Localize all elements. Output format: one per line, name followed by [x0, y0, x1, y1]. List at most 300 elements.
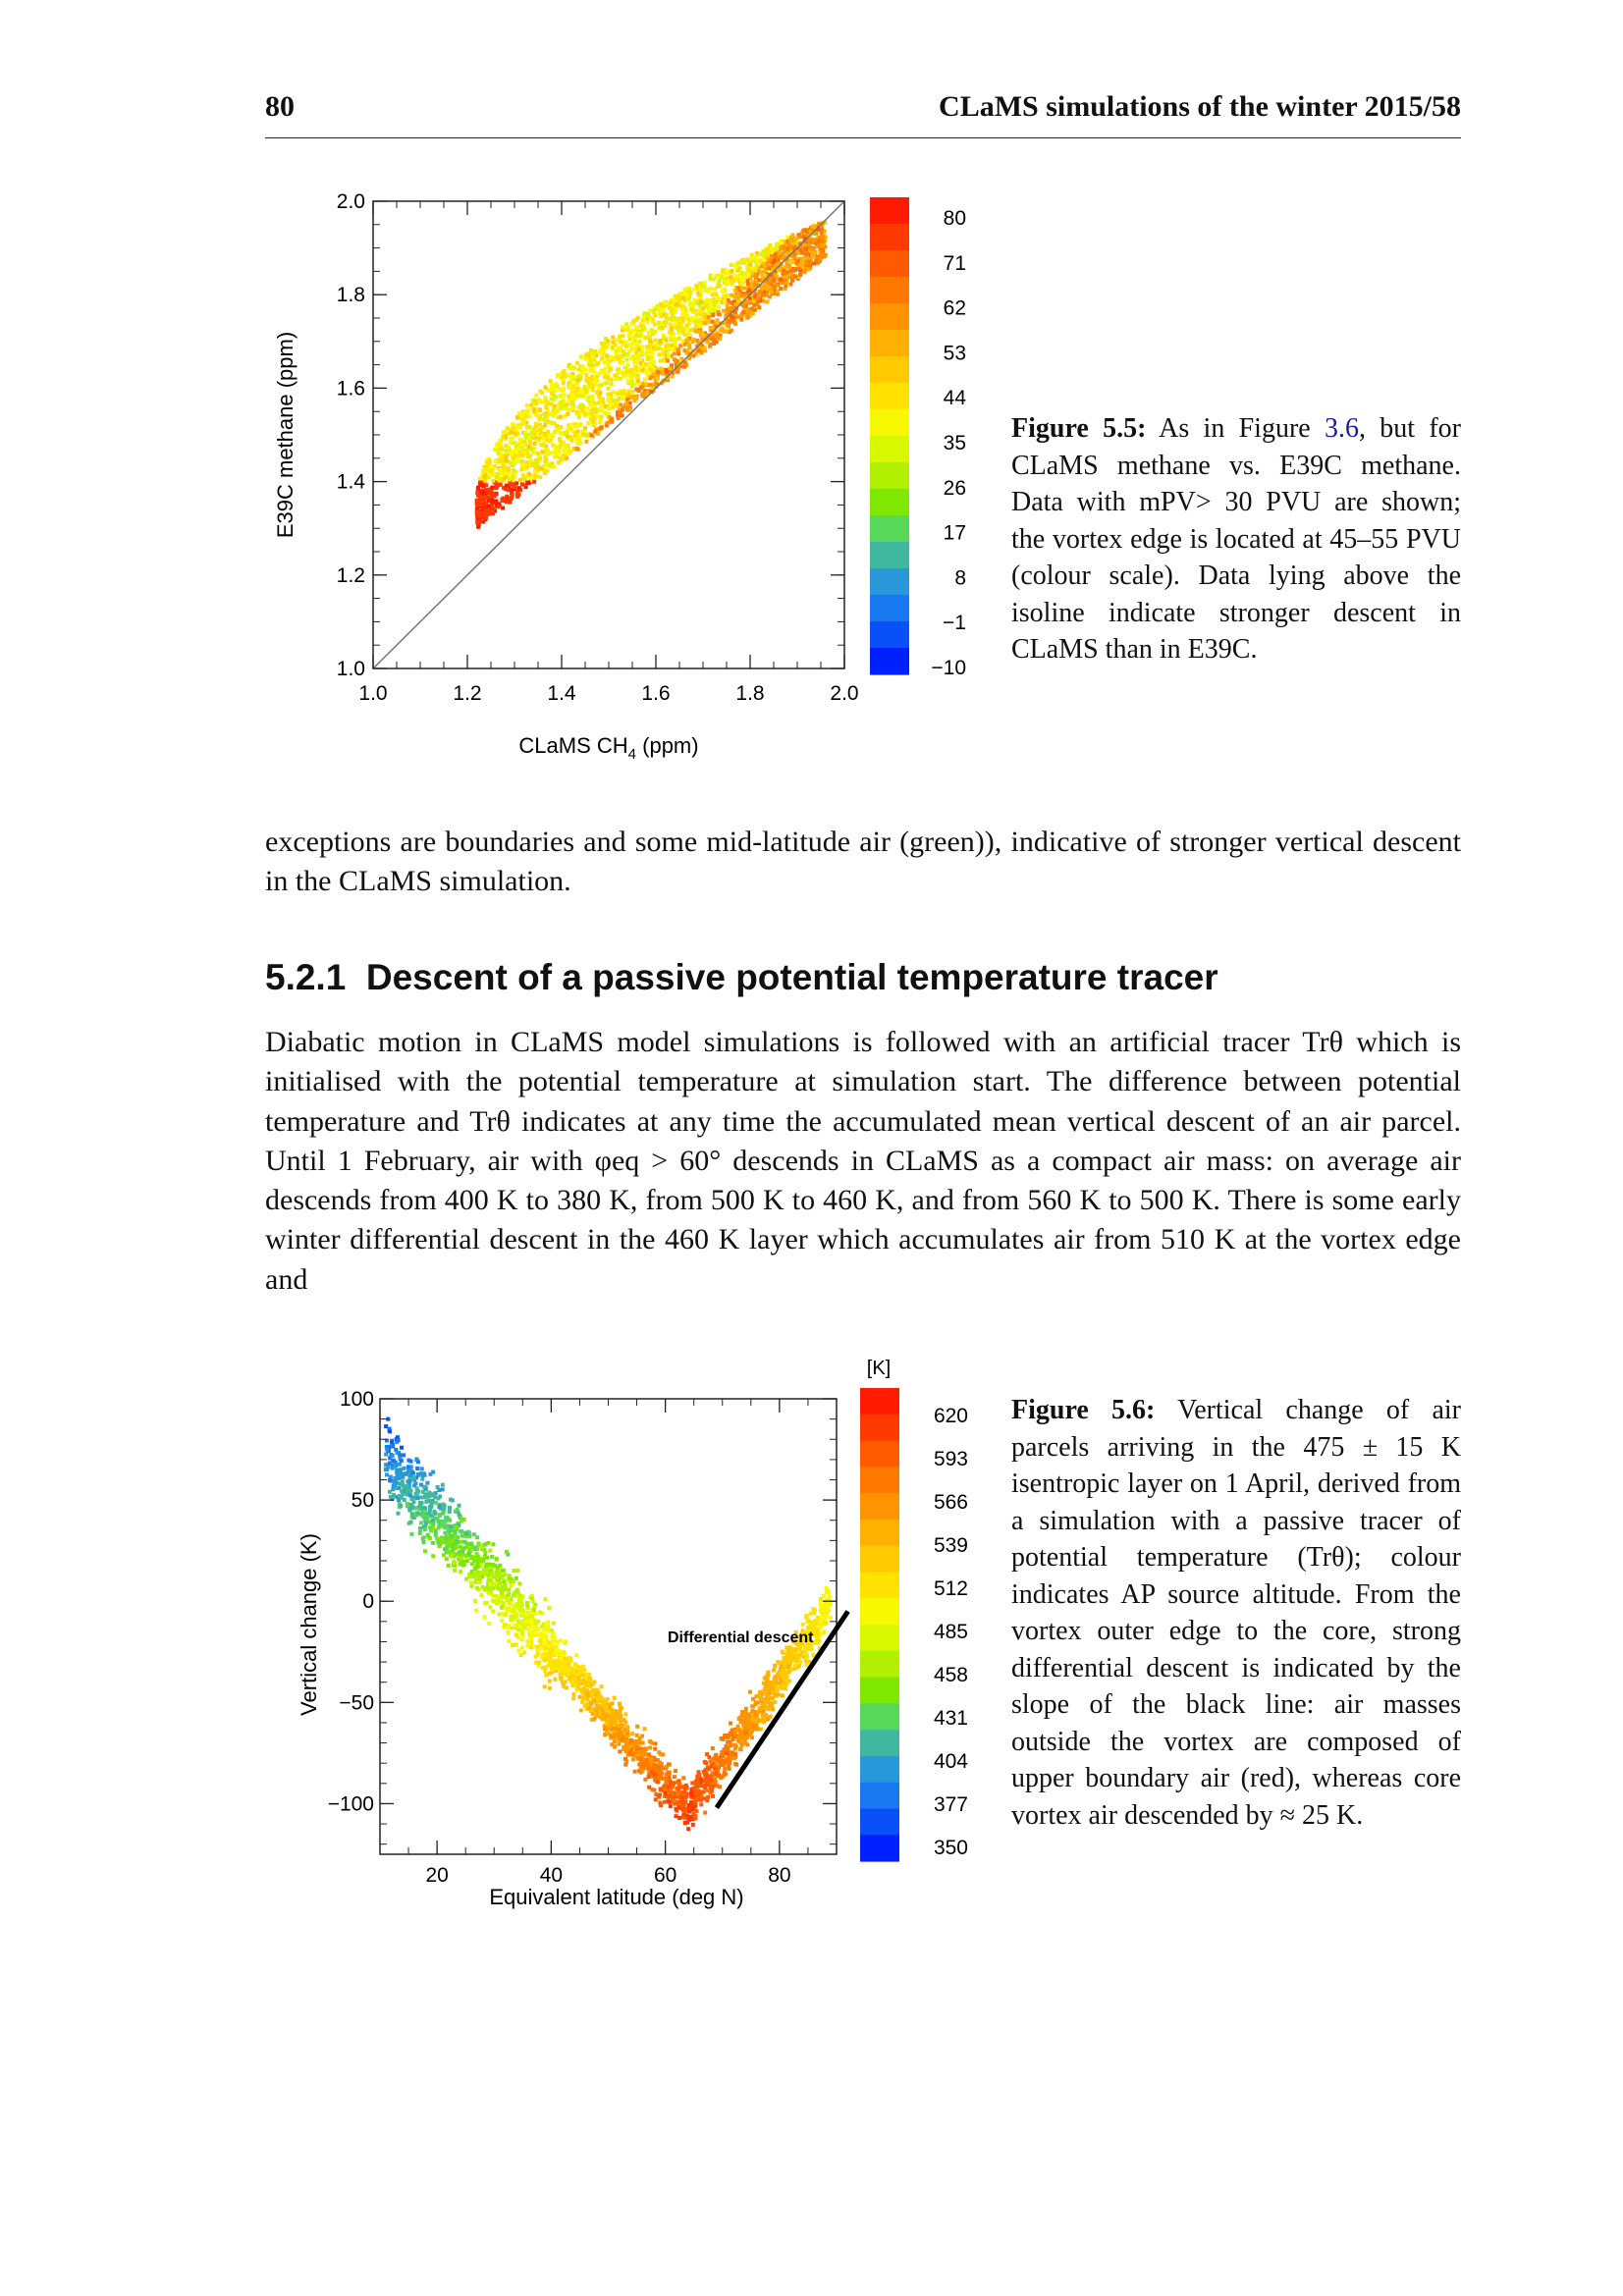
data-point [614, 1716, 618, 1720]
data-point [613, 373, 617, 377]
data-point [699, 1784, 703, 1788]
data-point [590, 366, 594, 370]
data-point [733, 1747, 737, 1751]
data-point [631, 342, 635, 346]
data-point [552, 411, 556, 415]
data-point [518, 1621, 522, 1625]
data-point [725, 329, 729, 333]
data-point [669, 347, 673, 351]
figure-5-6-chart [265, 1345, 992, 1924]
data-point [488, 1549, 492, 1553]
data-point [641, 325, 645, 329]
data-point [689, 1791, 693, 1795]
data-point [689, 328, 693, 332]
data-point [768, 250, 772, 254]
colorbar-tick-label: 26 [943, 476, 966, 500]
data-point [481, 520, 485, 524]
data-point [709, 1759, 713, 1763]
data-point [576, 430, 580, 434]
data-point [560, 400, 564, 404]
data-point [502, 1601, 506, 1605]
data-point [438, 1524, 442, 1528]
data-point [796, 259, 800, 263]
data-point [712, 333, 716, 337]
data-point [779, 1672, 783, 1676]
data-point [498, 439, 502, 443]
data-point [749, 285, 753, 289]
data-point [628, 337, 632, 341]
data-point [796, 267, 800, 271]
data-point [697, 324, 701, 328]
data-point [548, 412, 552, 416]
data-point [688, 300, 692, 304]
data-point [445, 1546, 449, 1550]
data-point [733, 273, 737, 277]
data-point [519, 1653, 523, 1657]
data-point [699, 1802, 703, 1806]
data-point [665, 313, 669, 317]
data-point [552, 1622, 556, 1626]
data-point [761, 294, 765, 297]
data-point [819, 1626, 823, 1629]
data-point [505, 458, 509, 462]
data-point [574, 387, 578, 391]
data-point [570, 405, 574, 409]
data-point [561, 1673, 565, 1677]
data-point [772, 1668, 776, 1672]
data-point [555, 382, 559, 386]
data-point [625, 1725, 629, 1729]
data-point [643, 1778, 647, 1782]
data-point [568, 1657, 572, 1661]
data-point [699, 300, 703, 304]
data-point [622, 349, 625, 353]
data-point [628, 1751, 632, 1755]
data-point [509, 497, 513, 501]
data-point [734, 1763, 738, 1767]
data-point [768, 286, 772, 290]
data-point [693, 287, 697, 291]
data-point [516, 425, 520, 429]
caption-text: As in Figure [1159, 413, 1311, 444]
data-point [819, 1608, 823, 1612]
data-point [555, 424, 559, 428]
data-point [720, 1750, 724, 1754]
data-point [405, 1484, 408, 1488]
data-point [431, 1519, 435, 1522]
data-point [596, 1704, 600, 1708]
data-point [821, 243, 825, 247]
data-point [549, 379, 553, 383]
data-point [644, 336, 648, 340]
data-point [539, 466, 543, 470]
data-point [555, 407, 559, 411]
data-point [577, 442, 581, 446]
data-point [553, 1678, 557, 1682]
data-point [540, 391, 544, 395]
data-point [663, 1800, 667, 1804]
data-point [543, 1684, 547, 1688]
data-point [478, 1576, 482, 1580]
data-point [708, 277, 712, 281]
data-point [752, 299, 756, 303]
data-point [763, 283, 767, 287]
data-point [507, 466, 511, 470]
data-point [586, 421, 590, 425]
data-point [814, 258, 818, 262]
data-point [711, 313, 715, 317]
data-point [516, 1628, 520, 1631]
data-point [814, 1629, 818, 1633]
data-point [633, 1754, 637, 1758]
data-point [609, 367, 613, 371]
data-point [484, 507, 488, 511]
data-point [701, 333, 705, 337]
data-point [475, 1586, 479, 1590]
data-point [484, 467, 488, 471]
data-point [824, 253, 828, 257]
data-point [623, 1763, 627, 1767]
data-point [648, 308, 652, 312]
data-point [724, 294, 728, 298]
data-point [606, 387, 610, 391]
data-point [511, 475, 514, 479]
colorbar-segment [870, 356, 909, 384]
data-point [599, 383, 603, 387]
x-tick-label: 1.8 [735, 682, 765, 705]
data-point [807, 268, 811, 272]
data-point [496, 474, 500, 478]
data-point [500, 1574, 504, 1577]
data-point [510, 436, 514, 440]
data-point [563, 454, 567, 457]
data-point [681, 1776, 685, 1780]
data-point [541, 1633, 545, 1637]
data-point [631, 1757, 635, 1761]
data-point [500, 1619, 504, 1623]
data-point [593, 430, 597, 434]
colorbar-tick-label: 62 [943, 296, 966, 320]
data-point [520, 482, 524, 486]
data-point [447, 1564, 451, 1568]
data-point [522, 1627, 526, 1630]
data-point [418, 1528, 422, 1532]
data-point [493, 1564, 497, 1568]
data-point [798, 273, 802, 277]
data-point [458, 1553, 461, 1557]
data-point [557, 460, 561, 464]
data-point [653, 308, 657, 312]
data-point [559, 415, 563, 419]
data-point [691, 1823, 695, 1827]
y-tick-label: 1.2 [336, 563, 365, 587]
data-point [688, 291, 692, 294]
data-point [529, 458, 533, 462]
data-point [437, 1488, 441, 1492]
data-point [518, 478, 522, 482]
data-point [740, 281, 744, 285]
data-point [714, 1753, 718, 1757]
data-point [514, 451, 518, 454]
data-point [421, 1473, 425, 1477]
data-point [507, 1588, 511, 1592]
data-point [635, 1734, 639, 1737]
data-point [529, 1636, 533, 1640]
data-point [633, 362, 637, 366]
colorbar-tick-label: 35 [943, 432, 966, 454]
colorbar-tick-label: 44 [943, 387, 966, 410]
data-point [672, 1782, 676, 1786]
data-point [544, 386, 548, 390]
data-point [504, 444, 508, 448]
data-point [575, 410, 579, 414]
data-point [725, 1751, 729, 1755]
data-point [441, 1487, 445, 1491]
data-point [636, 373, 640, 377]
data-point [825, 1605, 829, 1609]
data-point [580, 390, 584, 394]
data-point [824, 1614, 828, 1618]
data-point [773, 1675, 777, 1679]
data-point [696, 339, 700, 343]
data-point [545, 1634, 549, 1638]
data-point [615, 392, 619, 396]
data-point [683, 343, 687, 347]
data-point [562, 390, 566, 394]
data-point [600, 1707, 604, 1711]
data-point [525, 403, 529, 407]
data-point [676, 351, 680, 355]
data-point [776, 1660, 780, 1664]
data-point [437, 1544, 441, 1548]
data-point [675, 1807, 678, 1811]
caption-label: Figure 5.5: [1011, 413, 1147, 444]
data-point [384, 1453, 388, 1457]
data-point [523, 440, 527, 444]
data-point [564, 443, 568, 447]
data-point [486, 490, 490, 494]
data-point [636, 316, 640, 320]
data-point [631, 319, 635, 323]
data-point [659, 367, 663, 371]
data-point [732, 1743, 736, 1747]
data-point [546, 1620, 550, 1624]
data-point [659, 327, 663, 331]
data-point [533, 461, 537, 465]
data-point [620, 1706, 623, 1710]
data-point [621, 326, 624, 330]
data-point [467, 1575, 471, 1578]
data-point [622, 405, 625, 409]
data-point [780, 240, 784, 244]
data-point [562, 381, 566, 385]
data-point [386, 1466, 390, 1469]
data-point [602, 342, 606, 346]
data-point [489, 1591, 493, 1595]
data-point [546, 419, 550, 423]
data-point [572, 1692, 576, 1696]
data-point [637, 1762, 641, 1766]
data-point [579, 1708, 583, 1712]
data-point [579, 394, 583, 398]
data-point [480, 490, 484, 494]
data-point [804, 1616, 808, 1620]
data-point [502, 497, 506, 501]
data-point [522, 1651, 526, 1655]
data-point [545, 463, 549, 467]
data-point [753, 308, 757, 312]
data-point [499, 1595, 503, 1599]
data-point [454, 1545, 458, 1549]
data-point [735, 296, 739, 300]
data-point [680, 320, 684, 324]
data-point [712, 342, 716, 346]
data-point [421, 1537, 425, 1541]
data-point [599, 350, 603, 354]
data-point [658, 312, 662, 316]
data-point [726, 1740, 730, 1744]
data-point [500, 448, 504, 452]
data-point [773, 1664, 777, 1668]
data-point [413, 1513, 417, 1517]
data-point [546, 400, 550, 404]
data-point [455, 1539, 459, 1543]
data-point [517, 486, 521, 490]
data-point [559, 1677, 563, 1681]
data-point [539, 443, 543, 447]
data-point [450, 1534, 454, 1538]
data-point [764, 1713, 768, 1717]
data-point [499, 468, 503, 472]
data-point [613, 399, 617, 402]
data-point [619, 370, 622, 374]
data-point [451, 1499, 455, 1503]
data-point [476, 1580, 480, 1584]
data-point [798, 263, 802, 267]
data-point [819, 255, 823, 259]
data-point [713, 293, 717, 296]
data-point [755, 274, 759, 278]
data-point [525, 1604, 529, 1608]
data-point [415, 1496, 419, 1500]
data-point [673, 357, 676, 361]
scatter-points [475, 221, 828, 529]
data-point [683, 311, 687, 315]
data-point [683, 1800, 687, 1804]
data-point [727, 1758, 730, 1762]
data-point [471, 1575, 475, 1578]
data-point [816, 244, 820, 248]
data-point [500, 457, 504, 461]
data-point [589, 348, 593, 352]
data-point [418, 1501, 422, 1505]
data-point [510, 1603, 514, 1607]
data-point [448, 1510, 452, 1514]
data-point [611, 1735, 615, 1739]
data-point [686, 287, 690, 291]
data-point [459, 1529, 462, 1533]
data-point [422, 1510, 426, 1514]
data-point [695, 284, 699, 288]
data-point [559, 439, 563, 443]
data-point [475, 509, 479, 513]
data-point [613, 1739, 617, 1743]
data-point [575, 361, 579, 365]
data-point [703, 1811, 707, 1815]
data-point [479, 476, 483, 480]
data-point [637, 1769, 641, 1773]
data-point [740, 278, 744, 282]
data-point [622, 375, 625, 379]
data-point [512, 1593, 515, 1597]
data-point [458, 1504, 461, 1508]
data-point [730, 294, 733, 297]
data-point [767, 1689, 771, 1693]
data-point [582, 1668, 586, 1672]
data-point [615, 351, 619, 355]
data-point [748, 1690, 752, 1694]
data-point [447, 1528, 451, 1532]
data-point [523, 1612, 527, 1616]
data-point [551, 421, 555, 425]
data-point [663, 1788, 667, 1791]
data-point [582, 411, 586, 415]
data-point [788, 240, 792, 243]
data-point [694, 1809, 698, 1813]
data-point [421, 1514, 425, 1518]
data-point [743, 287, 747, 291]
data-point [726, 303, 730, 307]
figure-reference-link[interactable]: 3.6 [1325, 413, 1359, 444]
data-point [635, 342, 639, 346]
data-point [427, 1495, 431, 1499]
data-point [633, 1770, 637, 1774]
data-point [542, 1641, 546, 1645]
data-point [657, 370, 661, 374]
data-point [659, 302, 663, 306]
colorbar-segment [870, 595, 909, 622]
data-point [727, 1763, 730, 1767]
data-point [564, 403, 568, 407]
data-point [407, 1468, 411, 1472]
data-point [487, 504, 491, 507]
data-point [505, 1550, 509, 1554]
data-point [745, 312, 749, 316]
data-point [809, 1623, 813, 1627]
data-point [782, 244, 785, 248]
data-point [623, 341, 627, 345]
data-point [733, 322, 737, 326]
data-point [730, 269, 733, 273]
data-point [531, 1600, 535, 1604]
data-point [429, 1501, 433, 1505]
data-point [623, 1736, 627, 1740]
data-point [685, 323, 689, 327]
data-point [773, 1700, 777, 1704]
data-point [805, 1656, 809, 1660]
data-point [643, 351, 647, 355]
data-point [400, 1489, 404, 1493]
data-point [508, 478, 512, 482]
data-point [741, 310, 745, 314]
data-point [804, 229, 808, 233]
data-point [528, 425, 532, 429]
data-point [746, 279, 750, 283]
data-point [653, 1772, 657, 1776]
colorbar-segment [870, 621, 909, 649]
data-point [445, 1557, 449, 1561]
data-point [686, 1827, 690, 1831]
